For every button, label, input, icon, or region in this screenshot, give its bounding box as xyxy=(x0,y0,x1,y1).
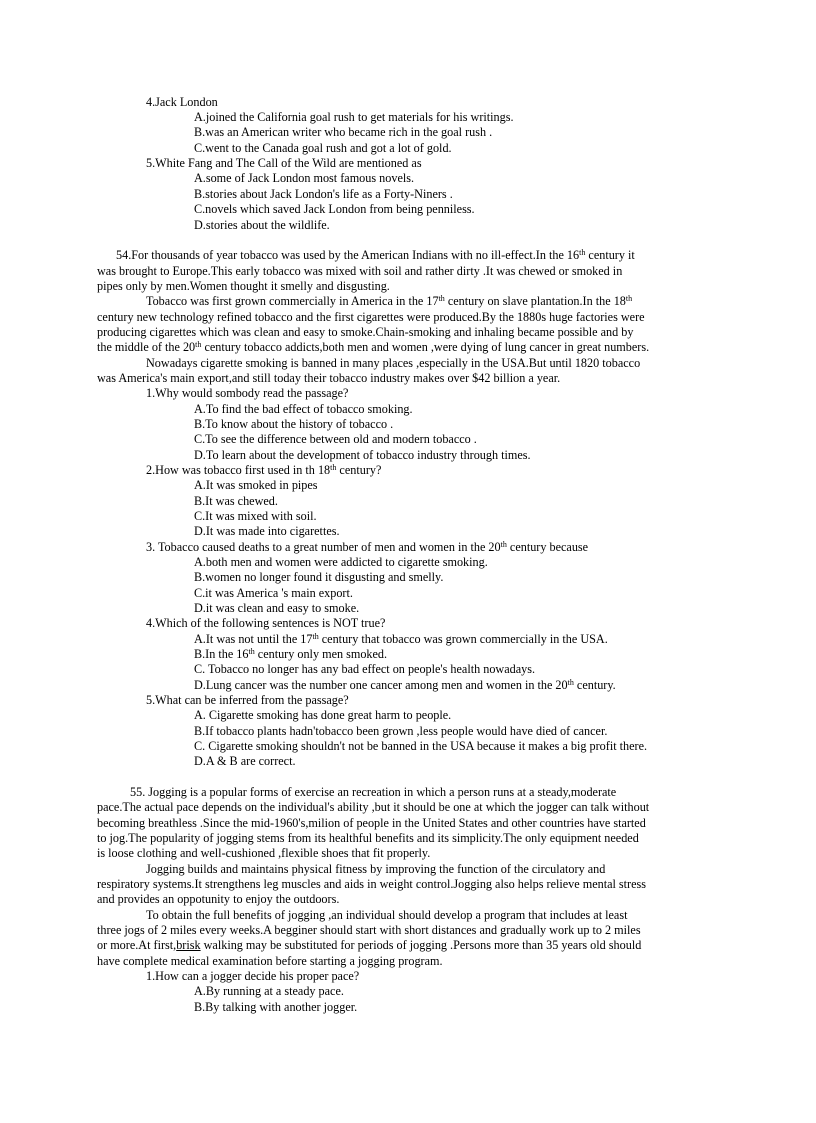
passage-line: was America's main export,and still today their tobacco industry makes over $42 billion a year. xyxy=(97,371,561,385)
answer-option: D.it was clean and easy to smoke. xyxy=(194,601,360,615)
passage-line: to jog.The popularity of jogging stems from its healthful benefits and its simplicity.The only equipment needed xyxy=(97,831,639,845)
passage-line: Jogging builds and maintains physical fitness by improving the function of the circulatory and xyxy=(146,862,606,876)
answer-option: C. Cigarette smoking shouldn't not be banned in the USA because it makes a big profit there. xyxy=(194,739,648,753)
question-stem: 4.Jack London xyxy=(146,95,218,109)
passage-line: three jogs of 2 miles every weeks.A begginer should start with short distances and gradually work up to 2 miles xyxy=(97,923,641,937)
answer-option: B.If tobacco plants hadn'tobacco been grown ,less people would have died of cancer. xyxy=(194,724,608,738)
passage-line: pipes only by men.Women thought it smelly and disgusting. xyxy=(97,279,390,293)
passage-line: respiratory systems.It strengthens leg muscles and aids in weight control.Jogging also helps relieve mental stress xyxy=(97,877,647,891)
passage-line: 54.For thousands of year tobacco was used by the American Indians with no ill-effect.In the 16th century it xyxy=(116,248,635,262)
question-stem: 2.How was tobacco first used in th 18th century? xyxy=(146,463,382,477)
question-stem: 4.Which of the following sentences is NOT true? xyxy=(146,616,386,630)
answer-option: D.stories about the wildlife. xyxy=(194,218,330,232)
passage-line: producing cigarettes which was clean and easy to smoke.Chain-smoking and inhaling became possible and by xyxy=(97,325,634,339)
answer-option: A.It was not until the 17th century that tobacco was grown commercially in the USA. xyxy=(194,632,608,646)
answer-option: C.it was America 's main export. xyxy=(194,586,353,600)
passage-line: Nowadays cigarette smoking is banned in many places ,especially in the USA.But until 1820 tobacco xyxy=(146,356,641,370)
passage-line: is loose clothing and well-cushioned ,flexible shoes that fit properly. xyxy=(97,846,431,860)
passage-line: becoming breathless .Since the mid-1960's,milion of people in the United States and other countries have started xyxy=(97,816,646,830)
answer-option: D.A & B are correct. xyxy=(194,754,296,768)
answer-option: A.joined the California goal rush to get materials for his writings. xyxy=(194,110,514,124)
answer-option: A.To find the bad effect of tobacco smoking. xyxy=(194,402,413,416)
answer-option: A.It was smoked in pipes xyxy=(194,478,318,492)
question-stem: 1.How can a jogger decide his proper pace? xyxy=(146,969,360,983)
passage-line: Tobacco was first grown commercially in America in the 17th century on slave plantation.In the 18th xyxy=(146,294,633,308)
answer-option: B.By talking with another jogger. xyxy=(194,1000,358,1014)
answer-option: C. Tobacco no longer has any bad effect on people's health nowadays. xyxy=(194,662,536,676)
answer-option: B.stories about Jack London's life as a Forty-Niners . xyxy=(194,187,453,201)
answer-option: D.To learn about the development of tobacco industry through times. xyxy=(194,448,531,462)
question-stem: 5.What can be inferred from the passage? xyxy=(146,693,349,707)
answer-option: B.women no longer found it disgusting and smelly. xyxy=(194,570,444,584)
passage-line: or more.At first,brisk walking may be substituted for periods of jogging .Persons more than 35 years old should xyxy=(97,938,642,952)
answer-option: A.By running at a steady pace. xyxy=(194,984,344,998)
answer-option: B.In the 16th century only men smoked. xyxy=(194,647,388,661)
answer-option: B.To know about the history of tobacco . xyxy=(194,417,394,431)
answer-option: C.It was mixed with soil. xyxy=(194,509,317,523)
answer-option: A. Cigarette smoking has done great harm to people. xyxy=(194,708,452,722)
question-stem: 3. Tobacco caused deaths to a great number of men and women in the 20th century because xyxy=(146,540,589,554)
answer-option: D.Lung cancer was the number one cancer among men and women in the 20th century. xyxy=(194,678,616,692)
passage-line: To obtain the full benefits of jogging ,an individual should develop a program that includes at least xyxy=(146,908,628,922)
question-stem: 5.White Fang and The Call of the Wild are mentioned as xyxy=(146,156,422,170)
answer-option: A.some of Jack London most famous novels. xyxy=(194,171,415,185)
underlined-word: brisk xyxy=(176,938,201,952)
passage-line: have complete medical examination before starting a jogging program. xyxy=(97,954,443,968)
passage-line: pace.The actual pace depends on the individual's ability ,but it should be one at which the jogger can talk without xyxy=(97,800,650,814)
answer-option: C.novels which saved Jack London from being penniless. xyxy=(194,202,475,216)
answer-option: B.It was chewed. xyxy=(194,494,278,508)
passage-line: century new technology refined tobacco and the first cigarettes were produced.By the 1880s huge factories were xyxy=(97,310,645,324)
answer-option: A.both men and women were addicted to cigarette smoking. xyxy=(194,555,488,569)
answer-option: C.To see the difference between old and modern tobacco . xyxy=(194,432,477,446)
passage-line: the middle of the 20th century tobacco addicts,both men and women ,were dying of lung cancer in great numbers. xyxy=(97,340,650,354)
question-stem: 1.Why would sombody read the passage? xyxy=(146,386,349,400)
answer-option: D.It was made into cigarettes. xyxy=(194,524,340,538)
passage-line: was brought to Europe.This early tobacco was mixed with soil and rather dirty .It was chewed or smoked in xyxy=(97,264,623,278)
answer-option: C.went to the Canada goal rush and got a lot of gold. xyxy=(194,141,452,155)
answer-option: B.was an American writer who became rich in the goal rush . xyxy=(194,125,493,139)
passage-line: 55. Jogging is a popular forms of exercise an recreation in which a person runs at a steady,moderate xyxy=(130,785,617,799)
passage-line: and provides an oppotunity to enjoy the outdoors. xyxy=(97,892,340,906)
